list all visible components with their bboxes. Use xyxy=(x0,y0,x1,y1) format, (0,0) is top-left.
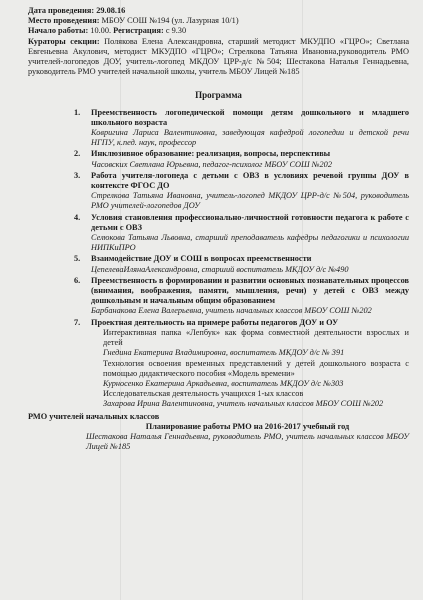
date-row xyxy=(28,6,409,16)
item-number: 3. xyxy=(74,170,81,180)
start-value: 10.00. xyxy=(90,26,112,36)
program-item xyxy=(28,276,409,317)
date-value: 29.08.16 xyxy=(96,6,126,15)
curators-row xyxy=(28,37,409,78)
item-title: Взаимодействие ДОУ и СОШ в вопросах преемственности xyxy=(91,254,312,264)
item-number: 6. xyxy=(74,275,81,285)
curators-label: Кураторы секции: xyxy=(28,36,100,46)
sub-item-text: Интерактивная папка «Лепбук» как форма совместной деятельности взрослых и детей xyxy=(103,327,409,348)
item-number: 1. xyxy=(74,107,81,117)
sub-item-text: Технология освоения временных представлений у детей дошкольного возраста с помощью дидактического пособия «Модель времени» xyxy=(103,358,409,378)
item-speaker: Часовских Светлана Юрьевна, педагог-психолог МБОУ СОШ №202 xyxy=(91,159,332,169)
item-speaker: ЦепелеваИлянаАлександровна, старший воспитатель МКДОУ д/с №490 xyxy=(91,264,349,274)
item-speaker: Ковригина Лариса Валентиновна, заведующая кафедрой логопедии и детской речи НГПУ, к.пед. наук, профессор xyxy=(91,128,409,148)
item-title: Преемственность в формировании и развитии основных познавательных процессов (внимания, воображения, памяти, мышления, речи) у детей с ОВЗ между дошкольным и начальным общим образованием xyxy=(91,275,409,306)
scan-artifact xyxy=(120,0,121,600)
item-title: Проектная деятельность на примере работы педагогов ДОУ и ОУ xyxy=(91,317,339,327)
program-item xyxy=(28,213,409,254)
start-row xyxy=(28,26,409,36)
item-speaker: Барбанакова Елена Валерьевна, учитель начальных классов МБОУ СОШ №202 xyxy=(91,306,372,316)
program-list xyxy=(28,108,409,410)
item-title: Преемственность логопедической помощи детям дошкольного и младшего школьного возраста xyxy=(91,107,409,127)
item-number: 2. xyxy=(74,149,81,159)
rmo-heading: РМО учителей начальных классов xyxy=(28,411,160,421)
program-item xyxy=(28,149,409,169)
sub-item-speaker: Гнедина Екатерина Владимировна, воспитатель МКДОУ д/с № 391 xyxy=(103,348,345,358)
meeting-info xyxy=(28,6,409,77)
item-number: 5. xyxy=(74,254,81,264)
item-title: Инклюзивное образование: реализация, вопросы, перспективы xyxy=(91,149,331,159)
place-value: МБОУ СОШ №194 (ул. Лазурная 10/1) xyxy=(101,16,239,26)
program-item xyxy=(28,318,409,410)
program-item xyxy=(28,108,409,149)
place-label: Место проведения: xyxy=(28,16,100,26)
reg-value: с 9.30 xyxy=(165,26,187,36)
program-title: Программа xyxy=(195,90,242,101)
item-number: 7. xyxy=(74,317,81,327)
rmo-title: Планирование работы РМО на 2016-2017 учебный год xyxy=(145,421,350,431)
sub-item-text: Исследовательская деятельность учащихся 1-ых классов xyxy=(103,389,304,399)
rmo-section xyxy=(28,422,409,453)
item-number: 4. xyxy=(74,212,81,222)
item-title: Условия становления профессионально-личностной готовности педагога к работе с детьми с ОВЗ xyxy=(91,212,409,232)
item-title: Работа учителя-логопеда с детьми с ОВЗ в условиях речевой группы ДОУ в контексте ФГОС ДО xyxy=(91,170,409,191)
curators-value: Полякова Елена Александровна, старший методист МКУДПО «ГЦРО»; Светлана Евгеньевна Акулович, методист МКУДПО «ГЦРО»; Стрелкова Татьяна Ивановна,руководитель РМО учителей-логопедов ДОУ, учитель-логопед МКДОУ ЦРР-д/с №504; Шестакова Наталья Геннадьевна, руководитель РМО учителей начальной школы, учитель МБОУ Лицей №185 xyxy=(28,36,410,77)
rmo-speaker: Шестакова Наталья Геннадьевна, руководитель РМО, учитель начальных классов МБОУ Лицей №185 xyxy=(86,431,409,452)
scan-artifact xyxy=(302,0,303,600)
reg-label: Регистрация: xyxy=(113,26,164,36)
start-label: Начало работы: xyxy=(28,26,89,36)
item-speaker: Селюкова Татьяна Львовна, старший преподаватель кафедры педагогики и психологии НИПКиПРО xyxy=(91,233,409,253)
sub-item-speaker: Курносенко Екатерина Аркадьевна, воспитатель МКДОУ д/с №303 xyxy=(103,378,344,388)
date-label: Дата проведения: xyxy=(28,6,95,15)
sub-item-speaker: Захарова Ирина Валентиновна, учитель начальных классов МБОУ СОШ №202 xyxy=(103,399,384,409)
program-item xyxy=(28,254,409,274)
place-row xyxy=(28,16,409,26)
sub-items xyxy=(91,328,409,410)
item-speaker: Стрелкова Татьяна Ивановна, учитель-логопед МКДОУ ЦРР-д/с №504, руководитель РМО учителей-логопедов ДОУ xyxy=(91,191,409,211)
program-item xyxy=(28,171,409,212)
